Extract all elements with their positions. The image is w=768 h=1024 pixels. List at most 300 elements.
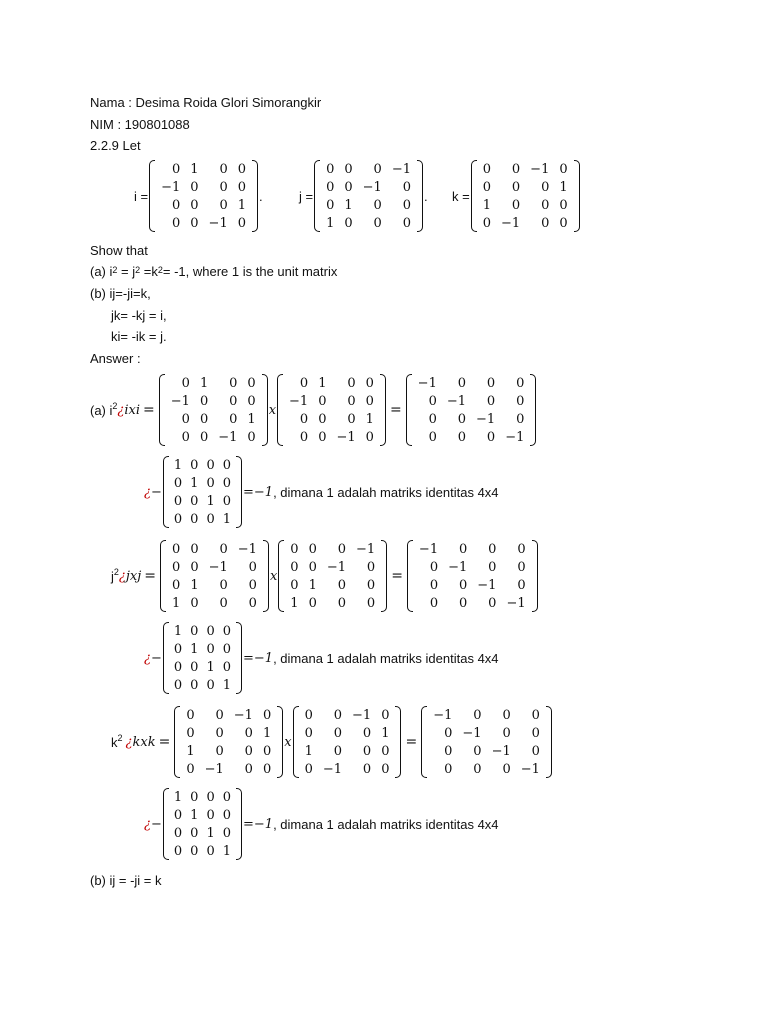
matrix-cell: −1: [322, 761, 343, 777]
matrix-cell: 0: [190, 843, 199, 859]
matrix-cell: 0: [516, 411, 525, 427]
matrix-grid: [170, 622, 235, 694]
matrix-cell: −1: [289, 393, 309, 409]
matrix-cell: 0: [541, 179, 550, 195]
matrix-row: [428, 760, 545, 778]
matrix-cell: 0: [206, 807, 215, 823]
matrix-cell: 0: [517, 541, 526, 557]
task-b2: jk= -kj = i,: [111, 308, 167, 323]
matrix-cell: 0: [458, 541, 468, 557]
matrix-cell: 0: [304, 725, 313, 741]
matrix-row: [167, 576, 262, 594]
matrix-cell: 1: [172, 595, 181, 611]
matrix-cell: 0: [304, 707, 313, 723]
matrix-cell: 1: [190, 807, 199, 823]
matrix-cell: 0: [304, 761, 313, 777]
matrix-cell: 1: [308, 577, 317, 593]
matrix-cell: 1: [222, 843, 232, 859]
equals: =: [389, 402, 402, 418]
matrix-row: [321, 178, 416, 196]
def-j: [299, 160, 428, 232]
matrix-cell: 0: [373, 197, 382, 213]
matrix-cell: 0: [186, 707, 195, 723]
matrix-cell: 0: [206, 677, 215, 693]
matrix-cell: 0: [381, 707, 390, 723]
matrix-cell: 0: [262, 707, 272, 723]
matrix-cell: 0: [318, 429, 327, 445]
matrix-cell: −1: [446, 393, 467, 409]
matrix-cell: 0: [222, 789, 232, 805]
matrix-cell: 0: [171, 215, 181, 231]
matrix-row: [300, 724, 395, 742]
matrix-row: [170, 622, 235, 640]
matrix-cell: 0: [473, 761, 482, 777]
matrix-cell: 0: [402, 197, 411, 213]
matrix-cell: 0: [428, 429, 437, 445]
matrix-cell: 0: [559, 197, 568, 213]
matrix-row: [285, 558, 380, 576]
note: , dimana 1 adalah matriks identitas 4x4: [273, 484, 499, 500]
matrix-row: [166, 374, 261, 392]
matrix-row: [414, 594, 531, 612]
eq-j-prefix: $j^2$: [111, 566, 119, 584]
neg-sign: −: [150, 650, 162, 666]
matrix-cell: 0: [457, 411, 467, 427]
matrix-j: [278, 540, 387, 612]
matrix-cell: 0: [299, 429, 309, 445]
matrix-cell: 0: [517, 559, 526, 575]
matrix-cell: 0: [457, 375, 467, 391]
matrix-cell: −1: [520, 761, 540, 777]
matrix-cell: 0: [326, 161, 335, 177]
equals: =: [405, 734, 418, 750]
matrix-row: [170, 510, 235, 528]
matrix-grid: [156, 160, 251, 232]
matrix-cell: 0: [326, 179, 335, 195]
matrix-row: [170, 788, 235, 806]
matrix-cell: 0: [237, 215, 246, 231]
sep: .: [259, 188, 263, 204]
matrix-row: [156, 160, 251, 178]
task-a-text: = -1, where 1 is the unit matrix: [162, 264, 338, 279]
matrix-cell: 0: [337, 577, 347, 593]
matrix-row: [170, 806, 235, 824]
matrix-j: [314, 160, 423, 232]
matrix-cell: 0: [173, 677, 183, 693]
matrix-row: [284, 392, 379, 410]
matrix-cell: 0: [516, 375, 525, 391]
matrix-row: [167, 540, 262, 558]
student-nim: NIM : 190801088: [90, 117, 190, 132]
matrix-row: [167, 594, 262, 612]
matrix-cell: 0: [290, 577, 299, 593]
matrix-row: [413, 392, 530, 410]
matrix-cell: −1: [237, 541, 257, 557]
matrix-row: [170, 640, 235, 658]
task-b3: ki= -ik = j.: [111, 329, 167, 344]
matrix-cell: 0: [429, 559, 439, 575]
matrix-row: [414, 576, 531, 594]
matrix-row: [413, 374, 530, 392]
matrix-cell: −1: [433, 707, 453, 723]
matrix-cell: 0: [402, 179, 411, 195]
matrix-row: [170, 658, 235, 676]
matrix-row: [321, 196, 416, 214]
matrix-k: [471, 160, 580, 232]
matrix-grid: [428, 706, 545, 778]
matrix-grid: [181, 706, 276, 778]
matrix-cell: 1: [365, 411, 374, 427]
matrix-cell: 0: [381, 761, 390, 777]
matrix-cell: 0: [457, 429, 467, 445]
matrix-cell: 0: [365, 429, 374, 445]
matrix-cell: −1: [391, 161, 411, 177]
matrix-row: [181, 706, 276, 724]
sep: .: [424, 188, 428, 204]
matrix-cell: 0: [181, 375, 190, 391]
matrix-i: [159, 374, 268, 446]
times: x: [284, 734, 292, 750]
matrix-cell: 0: [215, 725, 224, 741]
matrix-cell: 0: [318, 411, 327, 427]
result: =−1: [243, 650, 274, 666]
matrix-cell: 0: [486, 375, 496, 391]
matrix-cell: 0: [373, 215, 382, 231]
matrix-cell: 0: [247, 375, 256, 391]
matrix-cell: 0: [222, 825, 232, 841]
matrix-neg-identity: [407, 540, 538, 612]
matrix-k: [174, 706, 283, 778]
i-label: i =: [134, 188, 149, 204]
matrix-cell: 0: [190, 541, 199, 557]
matrix-row: [478, 196, 573, 214]
matrix-cell: −1: [506, 595, 526, 611]
matrix-cell: 0: [222, 493, 232, 509]
matrix-cell: 0: [222, 641, 232, 657]
matrix-grid: [170, 788, 235, 860]
jxj: jxj: [125, 568, 142, 584]
matrix-cell: 0: [173, 659, 183, 675]
matrix-cell: −1: [448, 559, 468, 575]
matrix-cell: 0: [190, 215, 199, 231]
matrix-cell: 0: [308, 559, 317, 575]
matrix-row: [170, 492, 235, 510]
matrix-row: [166, 428, 261, 446]
matrix-cell: 0: [344, 161, 353, 177]
matrix-cell: 1: [222, 677, 232, 693]
matrix-grid: [321, 160, 416, 232]
matrix-identity: [163, 622, 242, 694]
matrix-cell: 0: [458, 577, 468, 593]
matrix-cell: −1: [352, 707, 372, 723]
matrix-cell: 1: [326, 215, 335, 231]
result: =−1: [243, 816, 274, 832]
matrix-cell: 0: [244, 743, 253, 759]
matrix-cell: 0: [333, 725, 343, 741]
matrix-cell: 0: [172, 559, 181, 575]
matrix-cell: 0: [488, 595, 497, 611]
matrix-cell: 0: [444, 725, 453, 741]
matrix-cell: 0: [262, 743, 272, 759]
matrix-cell: 0: [190, 789, 199, 805]
matrix-cell: 0: [190, 179, 199, 195]
matrix-cell: 0: [244, 761, 253, 777]
matrix-grid: [413, 374, 530, 446]
matrix-row: [321, 160, 416, 178]
matrix-cell: 0: [362, 743, 372, 759]
matrix-cell: 0: [290, 559, 299, 575]
matrix-cell: 0: [344, 215, 353, 231]
matrix-cell: 0: [488, 541, 497, 557]
matrix-row: [478, 214, 573, 232]
matrix-row: [284, 374, 379, 392]
matrix-grid: [478, 160, 573, 232]
matrix-cell: 0: [308, 541, 317, 557]
task-b1: (b) ij=-ji=k,: [90, 286, 151, 301]
matrix-cell: −1: [462, 725, 482, 741]
matrix-cell: 0: [206, 623, 215, 639]
matrix-cell: 0: [373, 161, 382, 177]
eq-k-prefix: $k^2$: [111, 732, 123, 750]
matrix-cell: 0: [190, 511, 199, 527]
matrix-cell: 0: [299, 411, 309, 427]
matrix-cell: 1: [190, 577, 199, 593]
inv-char: ¿: [144, 484, 151, 500]
matrix-cell: 0: [219, 595, 228, 611]
matrix-row: [170, 676, 235, 694]
times: x: [269, 568, 278, 584]
matrix-row: [284, 428, 379, 446]
matrix-cell: 0: [482, 161, 491, 177]
matrix-row: [181, 724, 276, 742]
matrix-row: [170, 474, 235, 492]
inv-char: ¿: [118, 568, 126, 584]
matrix-cell: 0: [219, 197, 228, 213]
matrix-cell: 0: [229, 411, 238, 427]
eq-j-result: [144, 622, 499, 694]
matrix-cell: −1: [476, 411, 496, 427]
matrix-cell: 0: [517, 577, 526, 593]
matrix-cell: 0: [299, 375, 309, 391]
equals: =: [143, 402, 155, 418]
eq-j-squared: [111, 540, 539, 612]
matrix-cell: 0: [362, 725, 372, 741]
matrix-cell: 0: [171, 197, 181, 213]
matrix-cell: 0: [531, 707, 540, 723]
matrix-cell: 0: [222, 475, 232, 491]
matrix-cell: 0: [502, 725, 511, 741]
matrix-cell: −1: [336, 429, 356, 445]
matrix-cell: 0: [337, 541, 347, 557]
matrix-cell: −1: [170, 393, 190, 409]
matrix-cell: −1: [218, 429, 238, 445]
student-name: Nama : Desima Roida Glori Simorangkir: [90, 95, 322, 110]
matrix-cell: 1: [173, 623, 183, 639]
matrix-row: [413, 410, 530, 428]
matrix-grid: [300, 706, 395, 778]
matrix-cell: 0: [173, 807, 183, 823]
matrix-cell: 0: [444, 761, 453, 777]
matrix-cell: 0: [190, 595, 199, 611]
matrix-cell: −1: [326, 559, 347, 575]
matrix-cell: 1: [237, 197, 246, 213]
matrix-identity: [163, 456, 242, 528]
matrix-cell: 0: [365, 393, 374, 409]
matrix-cell: 0: [482, 179, 491, 195]
matrix-cell: 1: [290, 595, 299, 611]
note: , dimana 1 adalah matriks identitas 4x4: [273, 816, 499, 832]
matrix-cell: −1: [491, 743, 511, 759]
matrix-row: [181, 760, 276, 778]
matrix-cell: 1: [247, 411, 256, 427]
matrix-cell: 0: [219, 577, 228, 593]
matrix-row: [300, 706, 395, 724]
matrix-cell: 1: [190, 475, 199, 491]
matrix-grid: [284, 374, 379, 446]
matrix-cell: 0: [428, 393, 437, 409]
matrix-cell: 0: [206, 641, 215, 657]
matrix-cell: 0: [502, 761, 511, 777]
matrix-cell: 0: [199, 393, 209, 409]
matrix-row: [285, 594, 380, 612]
matrix-cell: 0: [333, 743, 343, 759]
note: , dimana 1 adalah matriks identitas 4x4: [273, 650, 499, 666]
matrix-cell: −1: [161, 179, 181, 195]
matrix-cell: 1: [173, 789, 183, 805]
matrix-cell: 0: [206, 457, 215, 473]
matrix-cell: 0: [172, 541, 181, 557]
matrix-cell: 0: [559, 215, 568, 231]
eq-i-prefix: (a) $i^2$: [90, 400, 118, 418]
matrix-cell: 0: [428, 411, 437, 427]
matrix-grid: [414, 540, 531, 612]
inv-char: ¿: [117, 402, 125, 418]
matrix-row: [166, 392, 261, 410]
matrix-cell: 0: [172, 577, 181, 593]
show-that: Show that: [90, 243, 148, 258]
matrix-row: [167, 558, 262, 576]
matrix-cell: 0: [237, 161, 246, 177]
matrix-cell: 0: [511, 161, 521, 177]
matrix-cell: 0: [511, 197, 521, 213]
inv-char: ¿: [144, 816, 151, 832]
matrix-cell: 0: [559, 161, 568, 177]
matrix-cell: −1: [530, 161, 550, 177]
matrix-cell: 0: [219, 161, 228, 177]
matrix-cell: 0: [173, 475, 183, 491]
matrix-cell: 0: [199, 411, 209, 427]
matrix-row: [428, 724, 545, 742]
matrix-row: [428, 742, 545, 760]
matrix-cell: 1: [559, 179, 568, 195]
matrix-cell: 0: [190, 457, 199, 473]
matrix-cell: 0: [190, 659, 199, 675]
matrix-cell: 0: [365, 375, 374, 391]
matrix-j: [160, 540, 269, 612]
matrix-cell: 0: [247, 429, 256, 445]
matrix-neg-identity: [406, 374, 537, 446]
matrix-cell: −1: [505, 429, 525, 445]
problem-number: 2.2.9 Let: [90, 138, 141, 153]
matrix-cell: 1: [344, 197, 353, 213]
matrix-cell: 0: [190, 493, 199, 509]
matrix-row: [414, 540, 531, 558]
ixi: ixi: [124, 402, 141, 418]
matrix-cell: −1: [418, 541, 439, 557]
matrix-cell: −1: [204, 761, 224, 777]
matrix-cell: 0: [206, 475, 215, 491]
inv-char: ¿: [144, 650, 151, 666]
matrix-cell: 0: [222, 623, 232, 639]
matrix-cell: 0: [215, 743, 224, 759]
matrix-cell: −1: [356, 541, 376, 557]
matrix-cell: 0: [190, 559, 199, 575]
matrix-cell: 0: [186, 761, 195, 777]
matrix-row: [414, 558, 531, 576]
matrix-cell: 1: [206, 493, 215, 509]
matrix-cell: 0: [171, 161, 181, 177]
matrix-cell: 0: [248, 595, 257, 611]
matrix-grid: [170, 456, 235, 528]
matrix-cell: 0: [531, 725, 540, 741]
matrix-cell: 0: [248, 577, 257, 593]
matrix-cell: 0: [219, 179, 228, 195]
matrix-cell: 0: [482, 215, 491, 231]
matrix-cell: 0: [473, 707, 482, 723]
matrix-cell: 0: [429, 577, 439, 593]
neg-sign: −: [150, 484, 162, 500]
matrix-cell: 1: [222, 511, 232, 527]
matrix-cell: 1: [318, 375, 327, 391]
matrix-i: [149, 160, 258, 232]
matrix-cell: 0: [219, 541, 228, 557]
matrix-cell: −1: [233, 707, 253, 723]
matrix-row: [156, 196, 251, 214]
matrix-cell: 0: [486, 429, 496, 445]
matrix-row: [478, 160, 573, 178]
equals: =: [158, 734, 171, 750]
matrix-cell: 1: [304, 743, 313, 759]
matrix-row: [170, 824, 235, 842]
matrix-row: [285, 576, 380, 594]
eq-i-squared: [90, 374, 537, 446]
matrix-cell: 1: [173, 457, 183, 473]
matrix-cell: 0: [381, 743, 390, 759]
matrix-cell: 0: [244, 725, 253, 741]
matrix-cell: −1: [208, 559, 228, 575]
matrix-cell: −1: [362, 179, 382, 195]
def-k: [452, 160, 581, 232]
def-i: [134, 160, 263, 232]
matrix-cell: 0: [347, 411, 356, 427]
matrix-cell: 0: [347, 393, 356, 409]
matrix-cell: 0: [488, 559, 497, 575]
matrix-cell: 0: [215, 707, 224, 723]
matrix-cell: 0: [173, 825, 183, 841]
matrix-cell: 1: [186, 743, 195, 759]
matrix-cell: 0: [190, 197, 199, 213]
matrix-cell: 0: [333, 707, 343, 723]
task-a: (a) $i^2 = j^2 =k^2= -1$, where 1 is the unit matrix: [90, 264, 338, 279]
matrix-cell: 0: [237, 179, 246, 195]
matrix-cell: 0: [206, 843, 215, 859]
matrix-cell: 0: [248, 559, 257, 575]
answer-b: (b) ij = -ji = k: [90, 873, 162, 888]
matrix-cell: 0: [541, 215, 550, 231]
matrix-row: [284, 410, 379, 428]
matrix-cell: 0: [308, 595, 317, 611]
matrix-cell: −1: [501, 215, 521, 231]
